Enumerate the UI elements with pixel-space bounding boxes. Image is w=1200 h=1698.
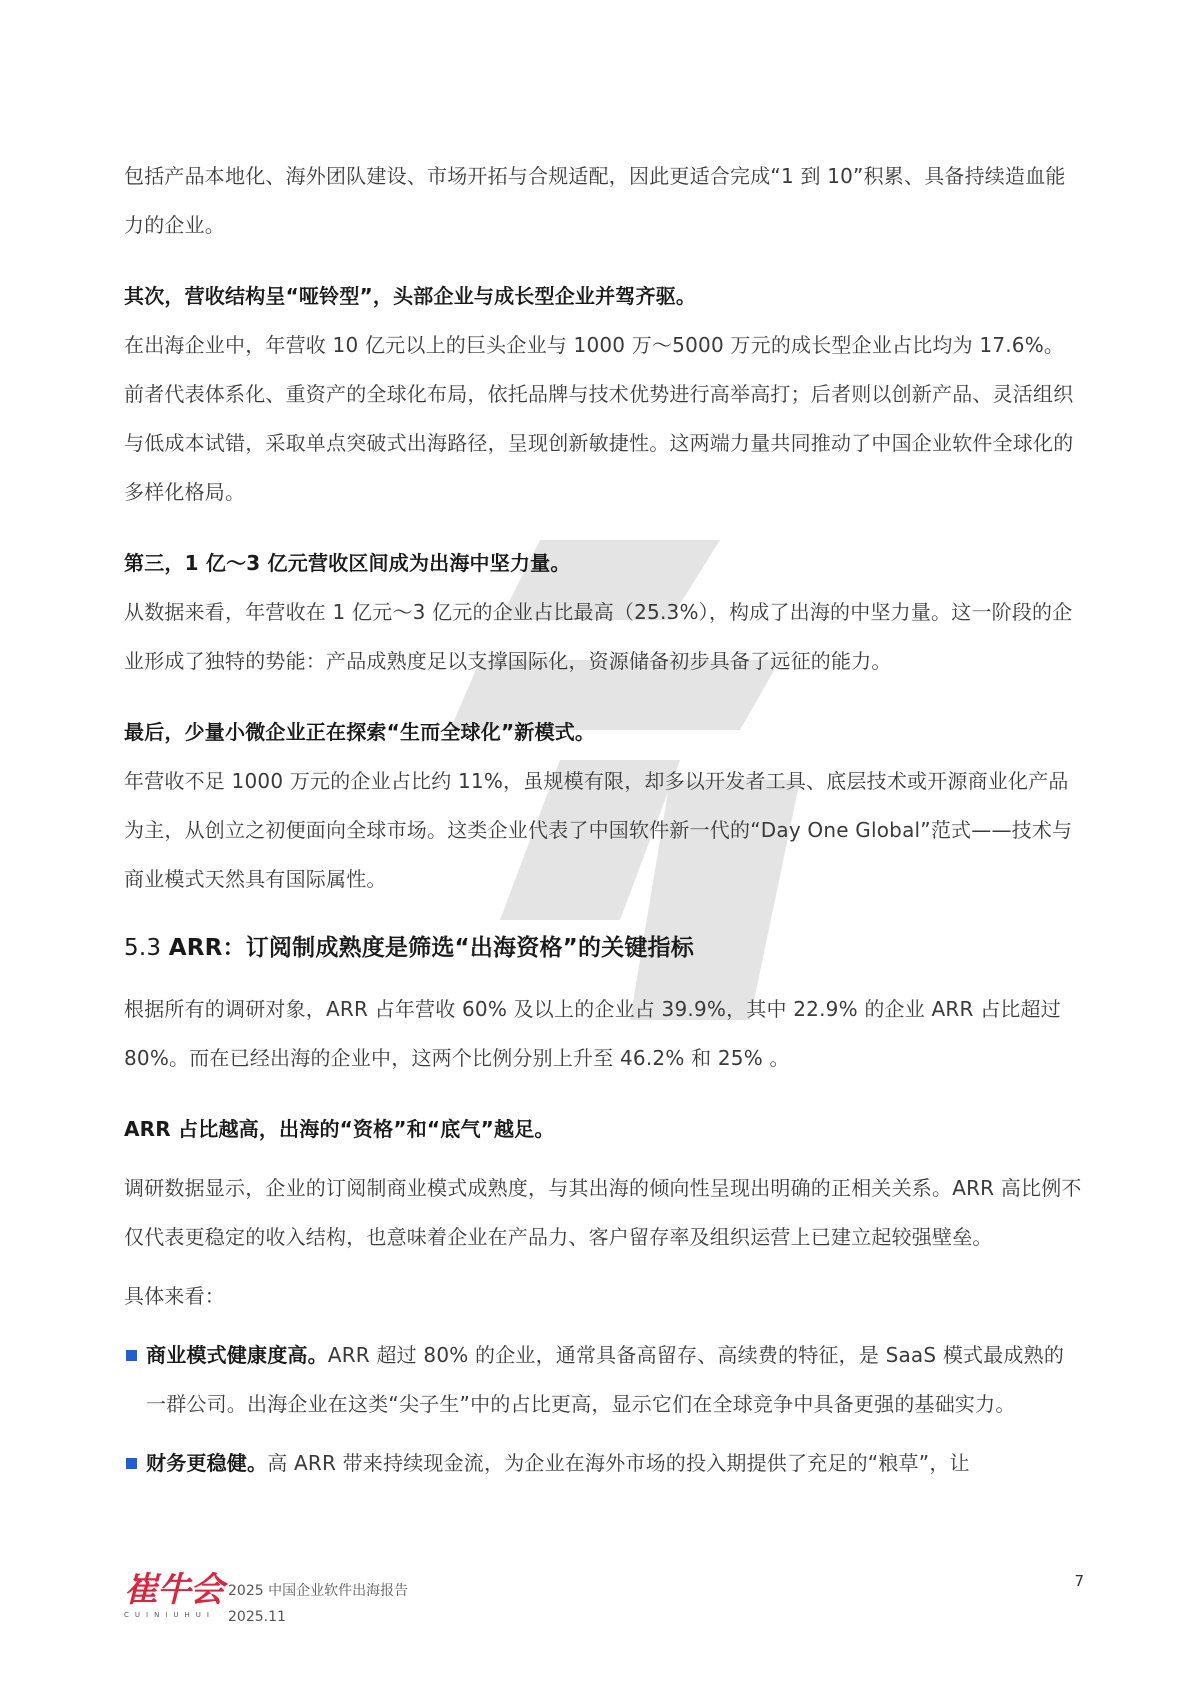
- paragraph-4: 年营收不足 1000 万元的企业占比约 11%，虽规模有限，却多以开发者工具、底层技术或开源商业化产品为主，从创立之初便面向全球市场。这类企业代表了中国软件新一代的“Day One Global”范式——技术与商业模式天然具有国际属性。: [124, 769, 1073, 891]
- brand-logo: [124, 1572, 223, 1620]
- paragraph-2: 在出海企业中，年营收 10 亿元以上的巨头企业与 1000 万～5000 万元的成长型企业占比均为 17.6%。前者代表体系化、重资产的全球化布局，依托品牌与技术优势进行高举高打；后者则以创新产品、灵活组织与低成本试错，采取单点突破式出海路径，呈现创新敏捷性。这两端力量共同推动了中国企业软件全球化的多样化格局。: [124, 333, 1074, 504]
- footer-info: [228, 1578, 408, 1630]
- paragraph-6: 调研数据显示，企业的订阅制商业模式成熟度，与其出海的倾向性呈现出明确的正相关关系。ARR 高比例不仅代表更稳定的收入结构，也意味着企业在产品力、客户留存率及组织运营上已建立起较强壁垒。: [124, 1176, 1082, 1249]
- logo-text: 崔牛会: [124, 1570, 223, 1610]
- list-item: [124, 1439, 1084, 1488]
- paragraph-3: 从数据来看，年营收在 1 亿元～3 亿元的企业占比最高（25.3%），构成了出海的中坚力量。这一阶段的企业形成了独特的势能：产品成熟度足以支撑国际化，资源储备初步具备了远征的能力。: [124, 600, 1073, 673]
- bullet-text: ARR 超过 80% 的企业，通常具备高留存、高续费的特征，是 SaaS 模式最成熟的一群公司。出海企业在这类“尖子生”中的占比更高，显示它们在全球竞争中具备更强的基础实力。: [146, 1343, 1065, 1416]
- list-item: [124, 1331, 1084, 1429]
- bullet-lead: 商业模式健康度高。: [146, 1343, 328, 1367]
- heading-dumbbell: 其次，营收结构呈“哑铃型”，头部企业与成长型企业并驾齐驱。: [124, 284, 697, 308]
- page-footer: [124, 1572, 1084, 1632]
- page-number: 7: [1074, 1572, 1084, 1590]
- bullet-text: 高 ARR 带来持续现金流，为企业在海外市场的投入期提供了充足的“粮草”，让: [267, 1451, 970, 1475]
- bullet-square-icon: [126, 1350, 137, 1361]
- main-content: [124, 152, 1084, 1488]
- heading-arr: ARR 占比越高，出海的“资格”和“底气”越足。: [124, 1117, 555, 1141]
- report-title: 2025 中国企业软件出海报告: [228, 1583, 409, 1599]
- paragraph-1: 包括产品本地化、海外团队建设、市场开拓与合规适配，因此更适合完成“1 到 10”积累、具备持续造血能力的企业。: [124, 164, 1066, 237]
- logo-subtext: CUINIUHUI: [124, 1611, 215, 1619]
- section-number: 5.3: [124, 935, 169, 961]
- section-title-text: ARR：订阅制成熟度是筛选“出海资格”的关键指标: [168, 935, 694, 961]
- heading-core-force: 第三，1 亿～3 亿元营收区间成为出海中坚力量。: [124, 551, 571, 575]
- paragraph-7: 具体来看：: [124, 1284, 225, 1308]
- bullet-square-icon: [126, 1458, 137, 1469]
- report-date: 2025.11: [228, 1609, 286, 1625]
- paragraph-5: 根据所有的调研对象，ARR 占年营收 60% 及以上的企业占 39.9%，其中 22.9% 的企业 ARR 占比超过 80%。而在已经出海的企业中，这两个比例分别上升至 46.2% 和 25% 。: [124, 997, 1061, 1070]
- bullet-lead: 财务更稳健。: [146, 1451, 268, 1475]
- heading-born-global: 最后，少量小微企业正在探索“生而全球化”新模式。: [124, 720, 596, 744]
- section-title: [124, 924, 1084, 973]
